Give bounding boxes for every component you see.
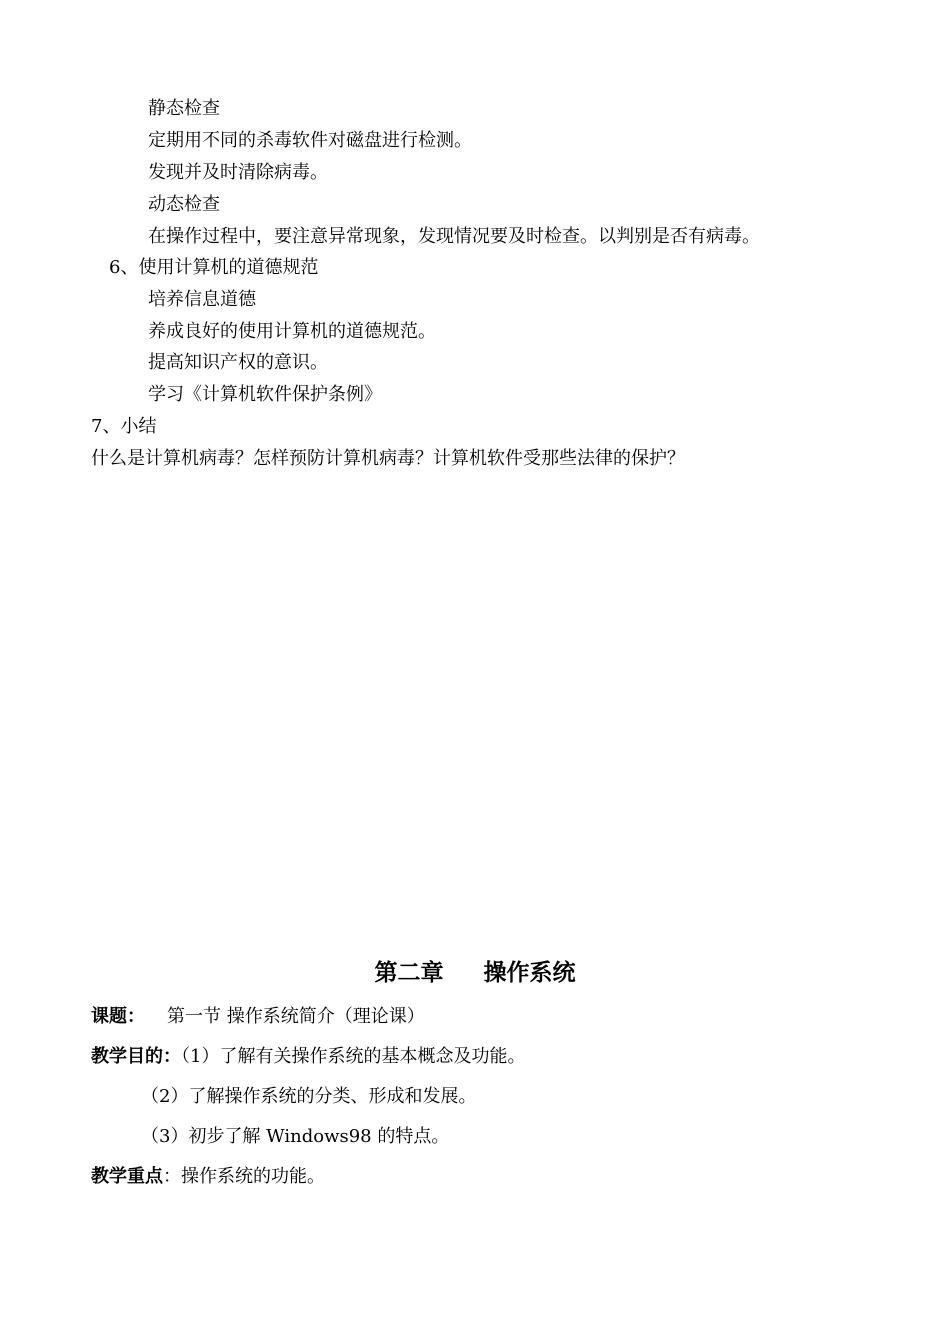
static-check-item: 定期用不同的杀毒软件对磁盘进行检测。: [148, 130, 472, 151]
objective-item: （2）了解操作系统的分类、形成和发展。: [141, 1086, 477, 1107]
dynamic-check-heading: 动态检查: [148, 194, 220, 215]
focus-line: [91, 1165, 325, 1189]
objective-item: （3）初步了解 Windows98 的特点。: [141, 1126, 450, 1147]
dynamic-check-item: 在操作过程中，要注意异常现象，发现情况要及时检查。以判别是否有病毒。: [148, 226, 760, 247]
section-6-item: 学习《计算机软件保护条例》: [148, 384, 382, 405]
section-6-heading: 6、使用计算机的道德规范: [109, 257, 319, 278]
topic-label: 课题：: [91, 1006, 145, 1027]
static-check-heading: 静态检查: [148, 98, 220, 119]
objectives-label: 教学目的：: [91, 1046, 181, 1067]
static-check-item: 发现并及时清除病毒。: [148, 162, 328, 183]
objective-item: （1）了解有关操作系统的基本概念及功能。: [181, 1046, 526, 1067]
topic-value: 第一节 操作系统简介（理论课）: [167, 1006, 425, 1027]
focus-value: ：操作系统的功能。: [163, 1166, 325, 1187]
section-6-subheading: 培养信息道德: [148, 289, 256, 310]
objectives-line: [91, 1045, 525, 1069]
section-6-item: 养成良好的使用计算机的道德规范。: [148, 321, 436, 342]
section-7-heading: 7、小结: [91, 416, 157, 437]
chapter-title: 第二章 操作系统: [374, 960, 576, 986]
section-6-item: 提高知识产权的意识。: [148, 352, 328, 373]
summary-question: 什么是计算机病毒？怎样预防计算机病毒？计算机软件受那些法律的保护？: [91, 448, 685, 469]
topic-line: [91, 1005, 425, 1029]
focus-label: 教学重点: [91, 1166, 163, 1187]
